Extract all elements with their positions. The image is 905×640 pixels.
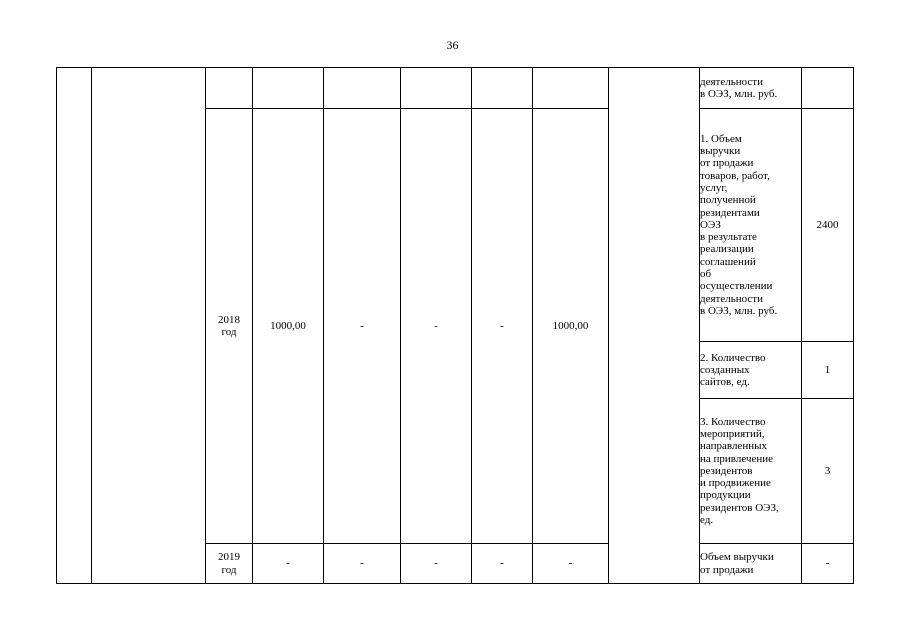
- amount-cell: [324, 68, 401, 109]
- amount-cell: -: [401, 544, 472, 584]
- amount-cell: [472, 68, 533, 109]
- table-row: [57, 68, 854, 109]
- amount-cell: [533, 68, 609, 109]
- amount-cell: -: [324, 544, 401, 584]
- year-cell: [206, 68, 253, 109]
- col-name-cell: [92, 68, 206, 584]
- amount-cell: -: [472, 109, 533, 544]
- amount-cell: -: [533, 544, 609, 584]
- year-cell: 2019 год: [206, 544, 253, 584]
- indicator-cell: 3. Количество мероприятий, направленных на привлечение резидентов и продвижение продукции резидентов ОЭЗ, ед.: [700, 399, 802, 544]
- amount-cell: [253, 68, 324, 109]
- amount-cell: 1000,00: [533, 109, 609, 544]
- indicator-cell: Объем выручки от продажи: [700, 544, 802, 584]
- year-cell: 2018 год: [206, 109, 253, 544]
- amount-cell: [401, 68, 472, 109]
- page-number: 36: [446, 38, 459, 52]
- amount-cell: -: [253, 544, 324, 584]
- indicator-value-cell: 1: [802, 342, 854, 399]
- executor-cell: [609, 68, 700, 584]
- indicator-cell: 1. Объем выручки от продажи товаров, работ, услуг, полученной резидентами ОЭЗ в результате реализации соглашений об осуществлении деятельности в ОЭЗ, млн. руб.: [700, 109, 802, 342]
- indicator-value-cell: [802, 68, 854, 109]
- indicator-value-cell: -: [802, 544, 854, 584]
- amount-cell: -: [324, 109, 401, 544]
- indicator-cell: 2. Количество созданных сайтов, ед.: [700, 342, 802, 399]
- program-table: [56, 67, 854, 584]
- amount-cell: -: [472, 544, 533, 584]
- amount-cell: 1000,00: [253, 109, 324, 544]
- indicator-cell: деятельности в ОЭЗ, млн. руб.: [700, 68, 802, 109]
- col-number-cell: [57, 68, 92, 584]
- indicator-value-cell: 3: [802, 399, 854, 544]
- indicator-value-cell: 2400: [802, 109, 854, 342]
- amount-cell: -: [401, 109, 472, 544]
